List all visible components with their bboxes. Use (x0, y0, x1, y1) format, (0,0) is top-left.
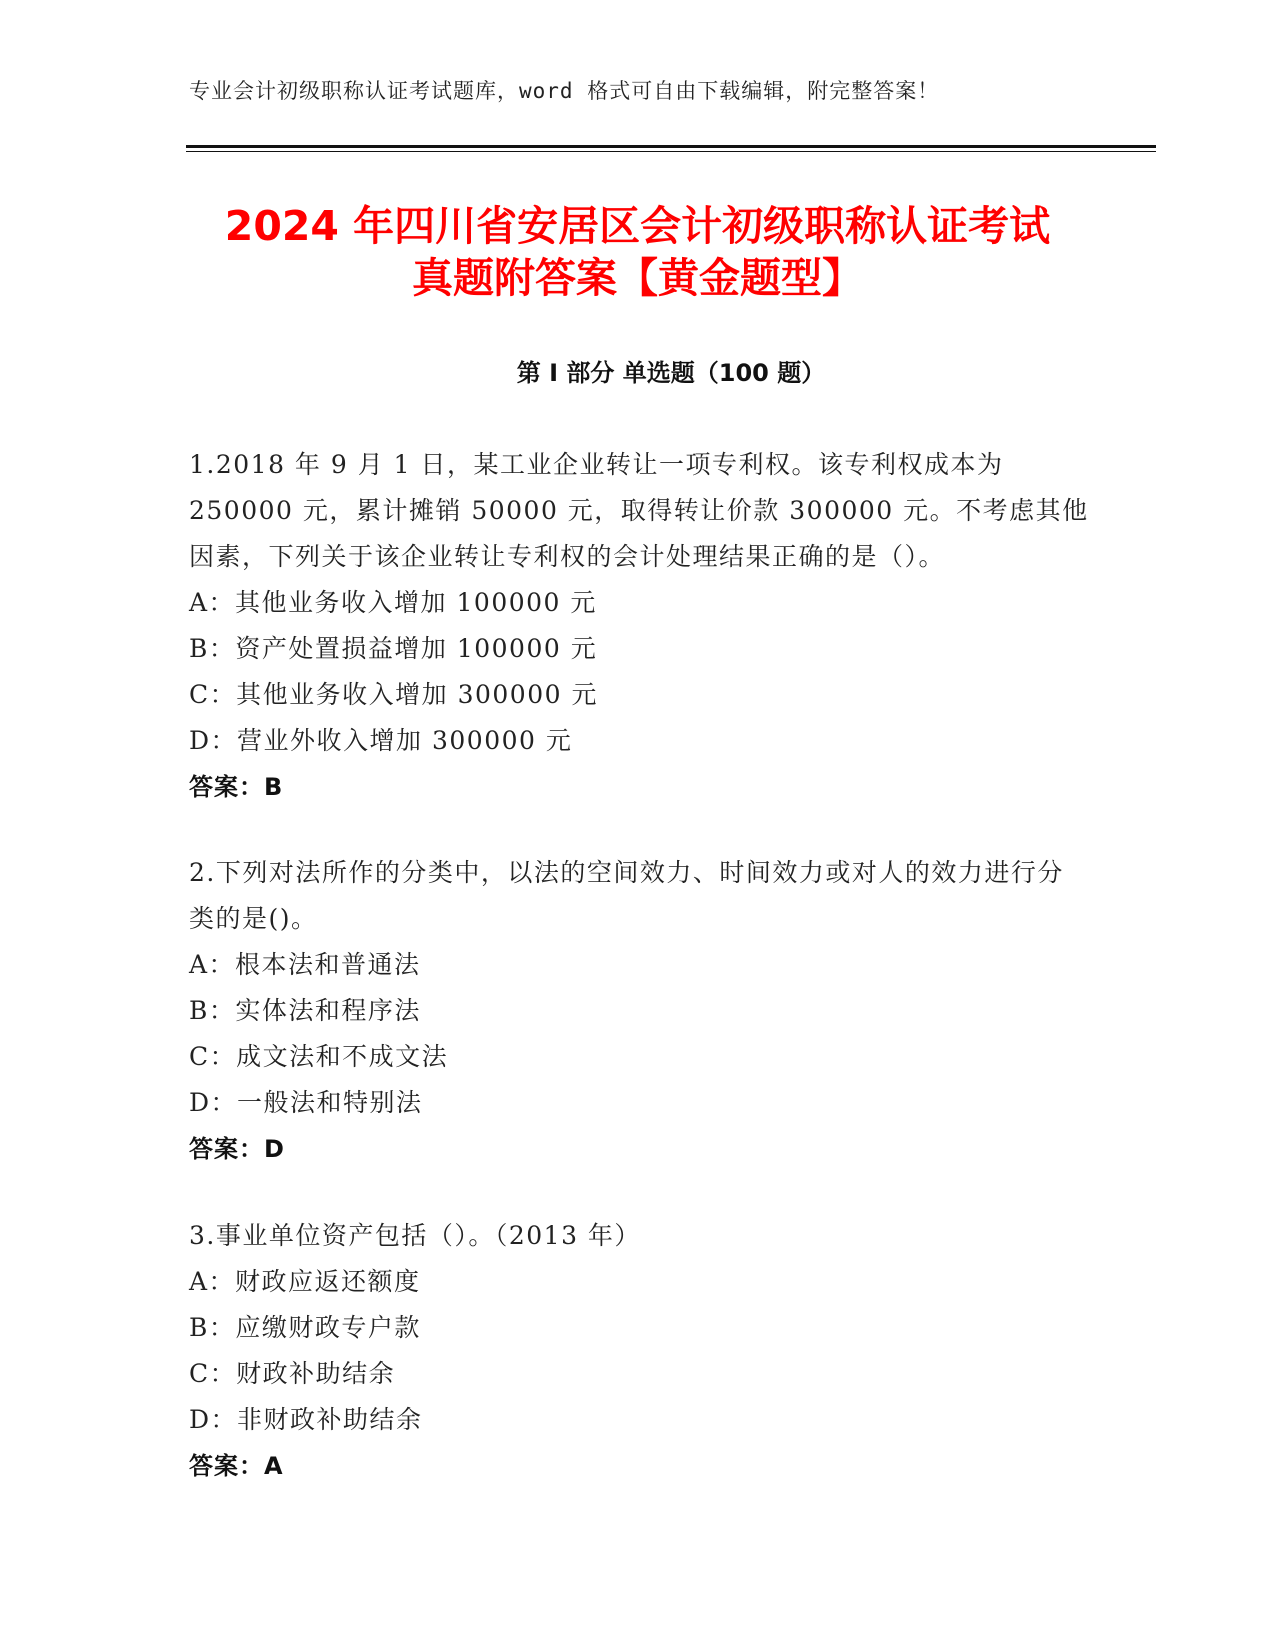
header-divider-thin (186, 151, 1156, 152)
answer: 答案：A (189, 1452, 284, 1480)
section-heading: 第 I 部分 单选题（100 题） (516, 359, 826, 387)
option-b: B：应缴财政专户款 (189, 1313, 421, 1342)
title-line-1: 2024 年四川省安居区会计初级职称认证考试 (224, 202, 1051, 250)
option-c: C：成文法和不成文法 (189, 1042, 449, 1071)
option-c: C：其他业务收入增加 300000 元 (189, 680, 598, 709)
option-d: D：营业外收入增加 300000 元 (189, 726, 573, 755)
option-a: A：根本法和普通法 (189, 950, 421, 979)
answer: 答案：B (189, 773, 284, 801)
question-stem: 3.事业单位资产包括（）。（2013 年） (189, 1221, 641, 1250)
option-c: C：财政补助结余 (189, 1359, 396, 1388)
header-divider-thick (186, 145, 1156, 148)
option-b: B：实体法和程序法 (189, 996, 421, 1025)
question-2 (189, 850, 1089, 1172)
option-a: A：其他业务收入增加 100000 元 (189, 588, 597, 617)
document-title (150, 200, 1125, 304)
answer: 答案：D (189, 1135, 285, 1163)
question-stem: 2.下列对法所作的分类中，以法的空间效力、时间效力或对人的效力进行分类的是()。 (189, 858, 1064, 933)
question-3 (189, 1213, 1089, 1489)
question-stem: 1.2018 年 9 月 1 日，某工业企业转让一项专利权。该专利权成本为 250000 元，累计摊销 50000 元，取得转让价款 300000 元。不考虑其他因素，下列关于该企业转让专利权的会计处理结果正确的是（）。 (189, 450, 1089, 571)
question-1 (189, 442, 1089, 810)
title-line-2: 真题附答案【黄金题型】 (412, 254, 863, 302)
header-note: 专业会计初级职称认证考试题库，word 格式可自由下载编辑，附完整答案！ (189, 79, 940, 103)
option-d: D：一般法和特别法 (189, 1088, 423, 1117)
option-b: B：资产处置损益增加 100000 元 (189, 634, 598, 663)
option-a: A：财政应返还额度 (189, 1267, 421, 1296)
option-d: D：非财政补助结余 (189, 1405, 423, 1434)
